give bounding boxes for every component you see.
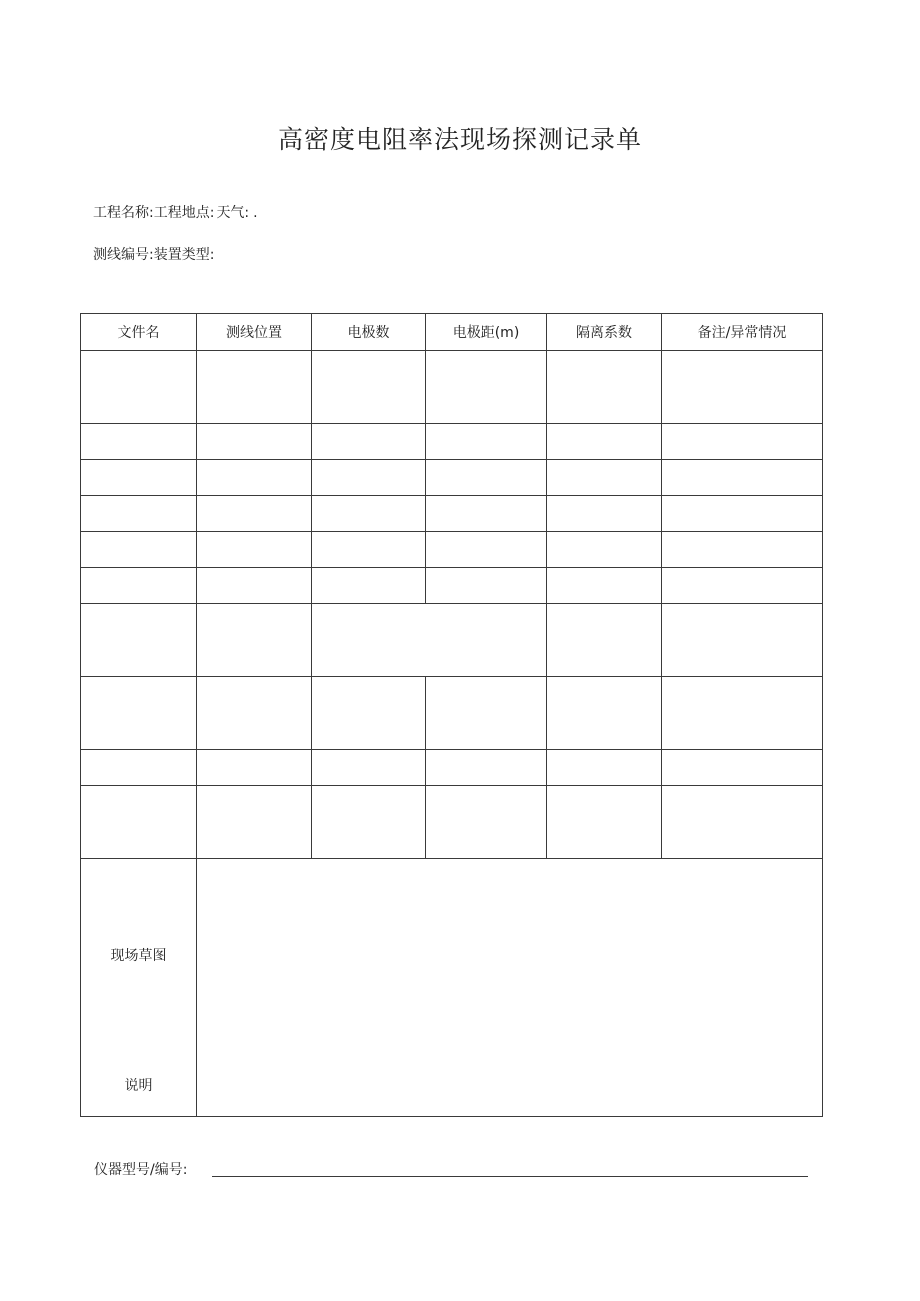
table-cell[interactable] — [547, 351, 662, 424]
table-cell[interactable] — [312, 496, 426, 532]
table-cell[interactable] — [197, 351, 312, 424]
table-cell[interactable] — [426, 568, 547, 604]
table-cell[interactable] — [547, 604, 662, 677]
project-name-label: 工程名称: — [93, 205, 154, 221]
table-cell[interactable] — [426, 677, 547, 750]
header-electrode-count: 电极数 — [312, 314, 426, 351]
header-line-position: 测线位置 — [197, 314, 312, 351]
table-cell[interactable] — [197, 532, 312, 568]
device-type-label: 装置类型: — [153, 247, 215, 263]
table-cell[interactable] — [662, 351, 823, 424]
table-cell[interactable] — [662, 604, 823, 677]
table-cell[interactable] — [197, 424, 312, 460]
header-isolation-coefficient: 隔离系数 — [547, 314, 662, 351]
table-cell[interactable] — [197, 750, 312, 786]
survey-line-label: 测线编号: — [93, 247, 154, 263]
table-cell[interactable] — [547, 786, 662, 859]
header-electrode-spacing: 电极距(m) — [426, 314, 547, 351]
table-cell[interactable] — [662, 786, 823, 859]
table-row-merged — [81, 604, 823, 677]
table-cell[interactable] — [547, 496, 662, 532]
table-cell[interactable] — [547, 677, 662, 750]
table-cell[interactable] — [312, 460, 426, 496]
table-cell[interactable] — [662, 677, 823, 750]
table-cell[interactable] — [197, 568, 312, 604]
table-row — [81, 424, 823, 460]
table-cell[interactable] — [426, 424, 547, 460]
table-cell[interactable] — [662, 568, 823, 604]
table-row — [81, 532, 823, 568]
table-row — [81, 786, 823, 859]
table-cell[interactable] — [426, 351, 547, 424]
header-row — [81, 314, 823, 351]
notes-label: 说明 — [124, 1078, 153, 1094]
table-cell[interactable] — [426, 532, 547, 568]
table-cell[interactable] — [81, 568, 197, 604]
table-cell[interactable] — [197, 786, 312, 859]
record-table — [80, 313, 823, 1117]
merged-table-cell[interactable] — [312, 604, 547, 677]
table-cell[interactable] — [81, 351, 197, 424]
table-cell[interactable] — [662, 496, 823, 532]
instrument-label: 仪器型号/编号: — [94, 1162, 188, 1178]
table-cell[interactable] — [547, 750, 662, 786]
weather-trailing: . — [253, 205, 258, 221]
project-info-line — [93, 202, 258, 222]
table-cell[interactable] — [81, 786, 197, 859]
table-row — [81, 460, 823, 496]
table-cell[interactable] — [197, 460, 312, 496]
table-cell[interactable] — [426, 750, 547, 786]
table-cell[interactable] — [197, 677, 312, 750]
table-cell[interactable] — [547, 460, 662, 496]
table-cell[interactable] — [312, 424, 426, 460]
table-cell[interactable] — [312, 677, 426, 750]
table-cell[interactable] — [81, 424, 197, 460]
table-cell[interactable] — [426, 496, 547, 532]
table-cell[interactable] — [81, 604, 197, 677]
table-cell[interactable] — [81, 460, 197, 496]
table-cell[interactable] — [547, 568, 662, 604]
sketch-row — [81, 859, 823, 1117]
table-cell[interactable] — [197, 496, 312, 532]
table-cell[interactable] — [81, 677, 197, 750]
table-cell[interactable] — [312, 568, 426, 604]
table-cell[interactable] — [662, 424, 823, 460]
table-cell[interactable] — [81, 750, 197, 786]
table-cell[interactable] — [662, 532, 823, 568]
table-cell[interactable] — [662, 460, 823, 496]
weather-label: 天气: — [216, 205, 250, 221]
table-cell[interactable] — [547, 424, 662, 460]
table-row — [81, 351, 823, 424]
table-row — [81, 677, 823, 750]
sketch-area[interactable] — [197, 859, 823, 1117]
table-cell[interactable] — [312, 351, 426, 424]
sketch-label: 现场草图 — [110, 948, 167, 964]
table-cell[interactable] — [662, 750, 823, 786]
table-row — [81, 750, 823, 786]
table-row — [81, 496, 823, 532]
table-cell[interactable] — [312, 532, 426, 568]
project-location-label: 工程地点: — [153, 205, 215, 221]
instrument-blank-line[interactable] — [212, 1176, 808, 1177]
table-cell[interactable] — [81, 496, 197, 532]
header-remarks: 备注/异常情况 — [662, 314, 823, 351]
survey-info-line — [93, 244, 214, 264]
table-cell[interactable] — [426, 460, 547, 496]
table-row — [81, 568, 823, 604]
table-cell[interactable] — [312, 750, 426, 786]
table-cell[interactable] — [547, 532, 662, 568]
table-cell[interactable] — [197, 604, 312, 677]
table-cell[interactable] — [426, 786, 547, 859]
table-cell[interactable] — [312, 786, 426, 859]
sketch-label-cell — [81, 859, 197, 1117]
page-title: 高密度电阻率法现场探测记录单 — [277, 125, 642, 154]
table-cell[interactable] — [81, 532, 197, 568]
header-file-name: 文件名 — [81, 314, 197, 351]
